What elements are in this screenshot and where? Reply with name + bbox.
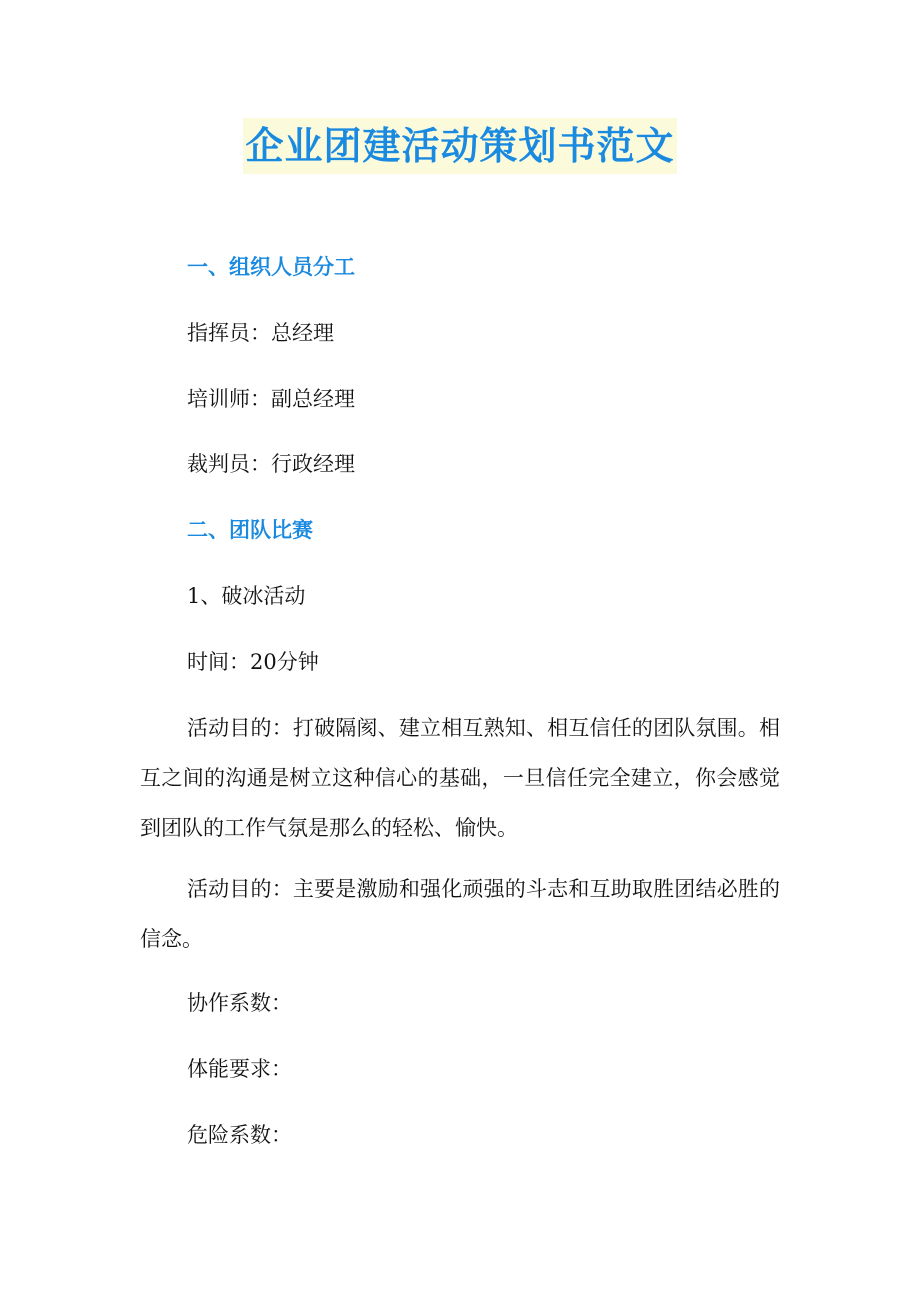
commander-line: 指挥员：总经理 <box>187 321 334 345</box>
cooperation-factor-line: 协作系数： <box>187 991 292 1015</box>
activity-purpose-paragraph-2: 活动目的：主要是激励和强化顽强的斗志和互助取胜团结必胜的信念。 <box>140 877 780 951</box>
document-title: 企业团建活动策划书范文 <box>243 118 676 174</box>
physical-requirement-line: 体能要求： <box>187 1057 292 1081</box>
section-heading-1: 一、组织人员分工 <box>187 255 355 279</box>
danger-factor-line: 危险系数： <box>187 1123 292 1147</box>
trainer-line: 培训师：副总经理 <box>187 387 355 411</box>
title-container <box>0 118 920 174</box>
activity-purpose-paragraph-1: 活动目的：打破隔阂、建立相互熟知、相互信任的团队氛围。相互之间的沟通是树立这种信心的基础，一旦信任完全建立，你会感觉到团队的工作气氛是那么的轻松、愉快。 <box>140 716 780 840</box>
activity-title: 1、破冰活动 <box>187 584 306 608</box>
activity-time: 时间：20分钟 <box>187 650 319 674</box>
section-heading-2: 二、团队比赛 <box>187 518 313 542</box>
referee-line: 裁判员：行政经理 <box>187 452 355 476</box>
